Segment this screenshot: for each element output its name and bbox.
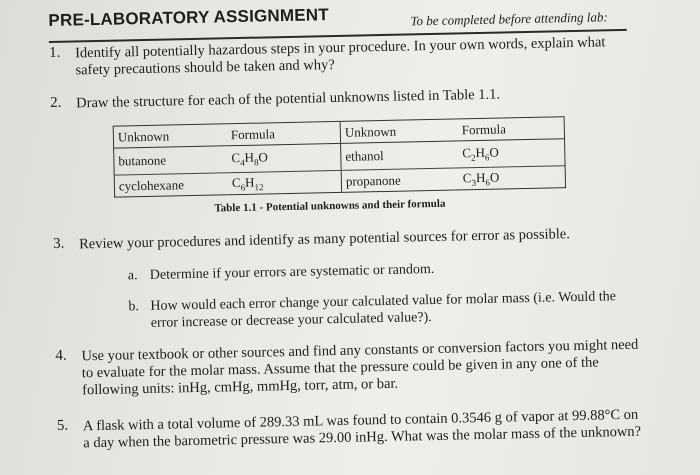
table-cell [454,139,565,168]
question-3-number: 3. [52,235,65,252]
question-4-number: 4. [55,347,67,364]
formula-cell: $C_4H_8O$ [231,149,268,168]
page-title: PRE-LABORATORY ASSIGNMENT [48,5,330,30]
question-1-number: 1. [48,44,61,61]
formula-cell: $C_3H_6O$ [462,169,500,188]
completion-note: To be completed before attending lab: [410,9,608,29]
question-1-text: Identify all potentially hazardous steps in your procedure. In your own words, explain what safety precautions should be taken and why? [74,34,606,79]
question-3-text: Review your procedures and identify as many potential sources for error as possible. [78,226,571,253]
subquestion-b-letter: b. [128,299,140,315]
formula-cell: $C_6H_{12}$ [231,174,264,193]
question-4-text: Use your textbook or other sources and find any constants or conversion factors you might need to evaluate for the molar mass. Assume that the pressure could be given in any one of the following units: inHg, cmHg, mmHg, torr, atm, or bar. [81,336,639,399]
table-cell [227,143,341,172]
table-cell [455,166,566,190]
table-caption: Table 1.1 - Potential unknowns and their formula [214,197,446,215]
table-cell: butanone [114,146,228,175]
question-5-text: A flask with a total volume of 289.33 mL was found to contain 0.3546 g of vapor at 99.88°C on a day when the barometric pressure was 29.00 inHg. What was the molar mass of the unknown? [82,406,642,452]
table-header-cell: Unknown [113,124,227,148]
question-2-text: Draw the structure for each of the potential unknowns listed in Table 1.1. [76,86,501,112]
table-header-cell: Formula [227,121,341,145]
subquestion-a-text: Determine if your errors are systematic or random. [149,261,435,283]
subquestion-a-letter: a. [127,268,138,284]
unknowns-table [113,116,566,197]
table-header-cell: Unknown [340,119,454,143]
table-cell [228,170,342,194]
formula-cell: $C_2H_6O$ [462,144,499,163]
table-cell: cyclohexane [114,173,228,197]
table-cell: propanone [341,168,455,192]
question-5-number: 5. [56,417,69,434]
subquestion-b-text: How would each error change your calculated value for molar mass (i.e. Would the error increase or decrease your calculated value?). [150,289,617,331]
question-2-number: 2. [49,94,62,111]
table-header-cell: Formula [454,117,565,141]
table-cell: ethanol [341,141,455,170]
